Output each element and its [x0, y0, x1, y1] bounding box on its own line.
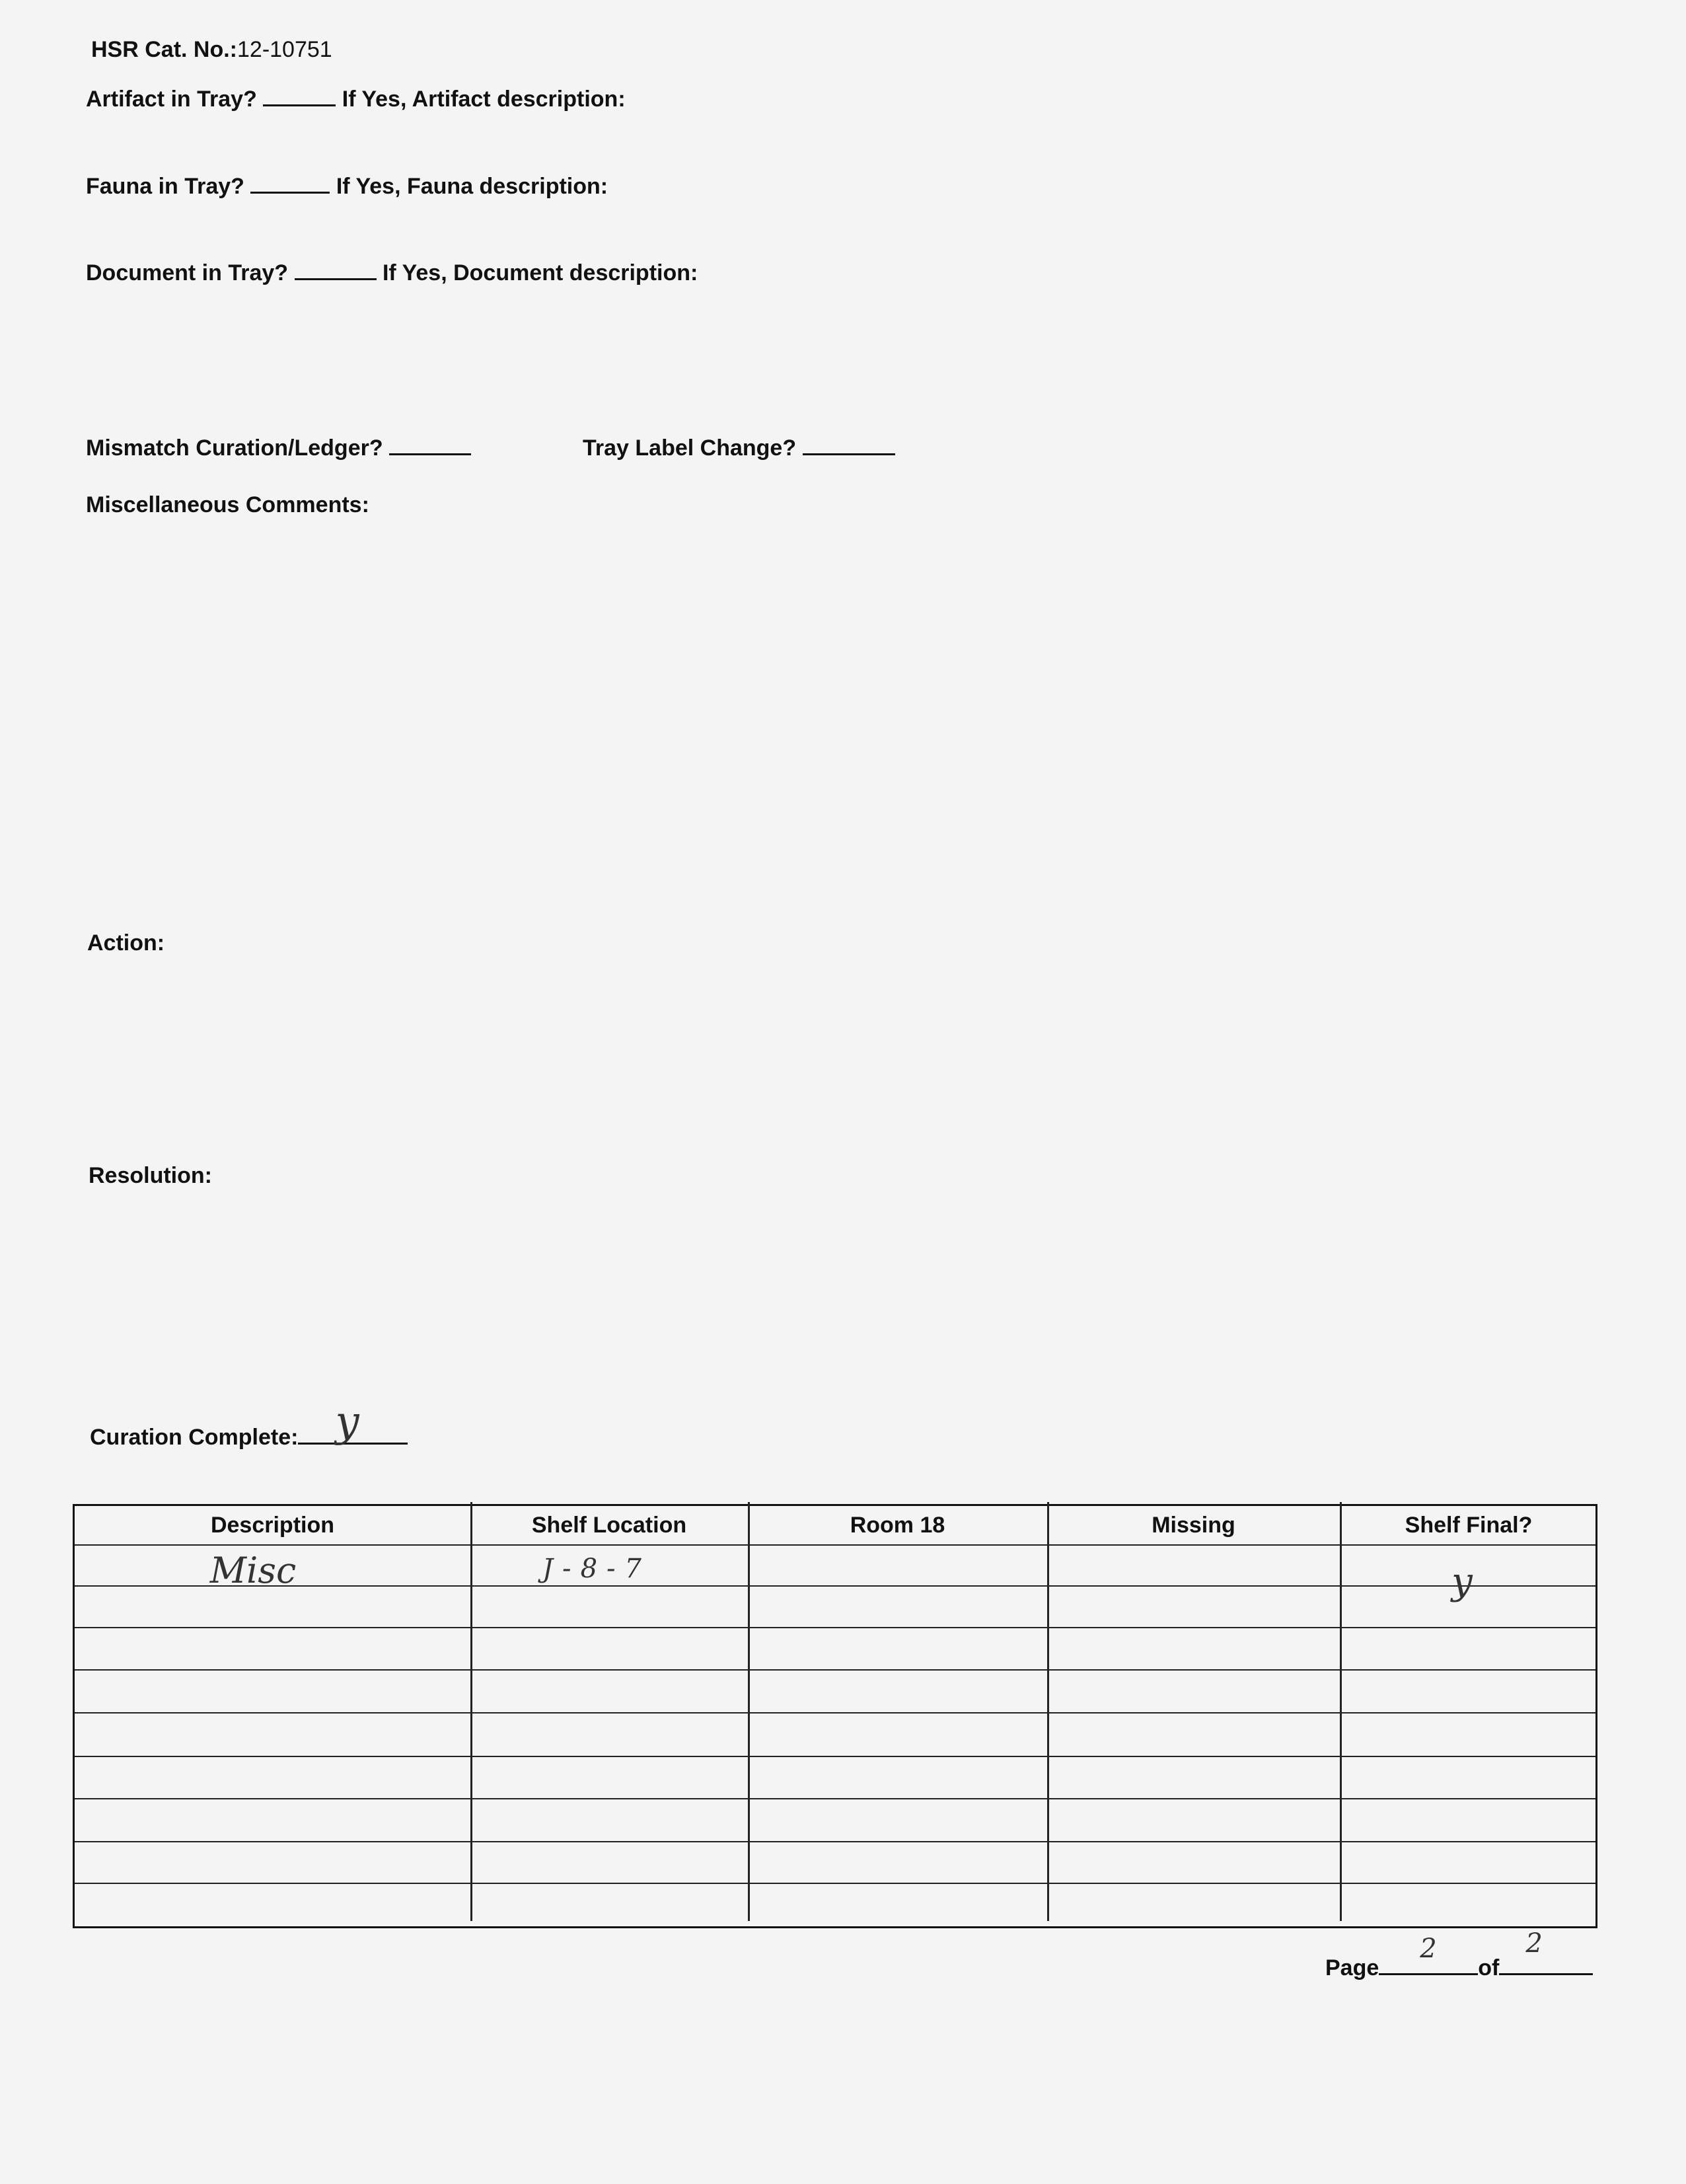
artifact-description-label: If Yes, Artifact description:: [342, 87, 626, 112]
column-divider: [1340, 1502, 1342, 1921]
document-line: [86, 258, 698, 286]
fauna-line: [86, 172, 608, 200]
row-divider: [75, 1544, 1595, 1546]
resolution-label: Resolution:: [89, 1163, 212, 1188]
header-shelf-location: Shelf Location: [531, 1513, 687, 1538]
misc-comments-label: Miscellaneous Comments:: [86, 492, 369, 517]
artifact-line: [86, 85, 626, 112]
row-divider: [75, 1798, 1595, 1799]
row1-shelf-location: J-8-7: [542, 1554, 651, 1584]
fauna-answer-blank[interactable]: [250, 172, 330, 194]
mismatch-line: [86, 433, 471, 461]
row-divider: [75, 1712, 1595, 1713]
page-count-line: [1325, 1928, 1593, 1981]
row-divider: [75, 1841, 1595, 1842]
artifact-answer-blank[interactable]: [263, 85, 336, 106]
curation-table: [73, 1504, 1597, 1928]
curation-complete-label: Curation Complete:: [90, 1425, 299, 1450]
row1-shelf-final: y: [1451, 1560, 1473, 1603]
of-value: 2: [1525, 1928, 1543, 1959]
tray-label-question: Tray Label Change?: [583, 435, 797, 461]
column-divider: [470, 1502, 472, 1921]
curation-complete-line: [90, 1398, 408, 1450]
page-blank[interactable]: [1379, 1934, 1478, 1975]
curation-complete-value: y: [335, 1398, 359, 1447]
page-label: Page: [1325, 1955, 1379, 1980]
header-missing: Missing: [1152, 1513, 1235, 1538]
row1-description: Misc: [209, 1550, 297, 1591]
document-question: Document in Tray?: [86, 260, 289, 285]
document-description-label: If Yes, Document description:: [382, 260, 698, 285]
artifact-question: Artifact in Tray?: [86, 87, 257, 112]
fauna-question: Fauna in Tray?: [86, 174, 244, 199]
header-room-18: Room 18: [850, 1513, 945, 1538]
curation-complete-blank[interactable]: [298, 1398, 408, 1447]
column-divider: [1047, 1502, 1049, 1921]
fauna-description-label: If Yes, Fauna description:: [336, 174, 608, 199]
action-label: Action:: [87, 930, 165, 956]
catalog-number-line: [91, 37, 332, 63]
mismatch-question: Mismatch Curation/Ledger?: [86, 435, 383, 461]
header-shelf-final: Shelf Final?: [1405, 1513, 1533, 1538]
row-divider: [75, 1627, 1595, 1628]
mismatch-answer-blank[interactable]: [389, 433, 471, 455]
column-divider: [748, 1502, 750, 1921]
page-value: 2: [1420, 1934, 1437, 1964]
header-description: Description: [210, 1513, 335, 1538]
catalog-number-label: HSR Cat. No.:: [91, 37, 237, 62]
row-divider: [75, 1883, 1595, 1884]
of-blank[interactable]: [1499, 1928, 1593, 1975]
document-answer-blank[interactable]: [295, 258, 377, 280]
row-divider: [75, 1756, 1595, 1757]
of-label: of: [1478, 1955, 1500, 1980]
tray-label-answer-blank[interactable]: [803, 433, 895, 455]
catalog-number-value: 12-10751: [237, 37, 332, 62]
tray-label-line: [583, 433, 895, 461]
row-divider: [75, 1669, 1595, 1671]
